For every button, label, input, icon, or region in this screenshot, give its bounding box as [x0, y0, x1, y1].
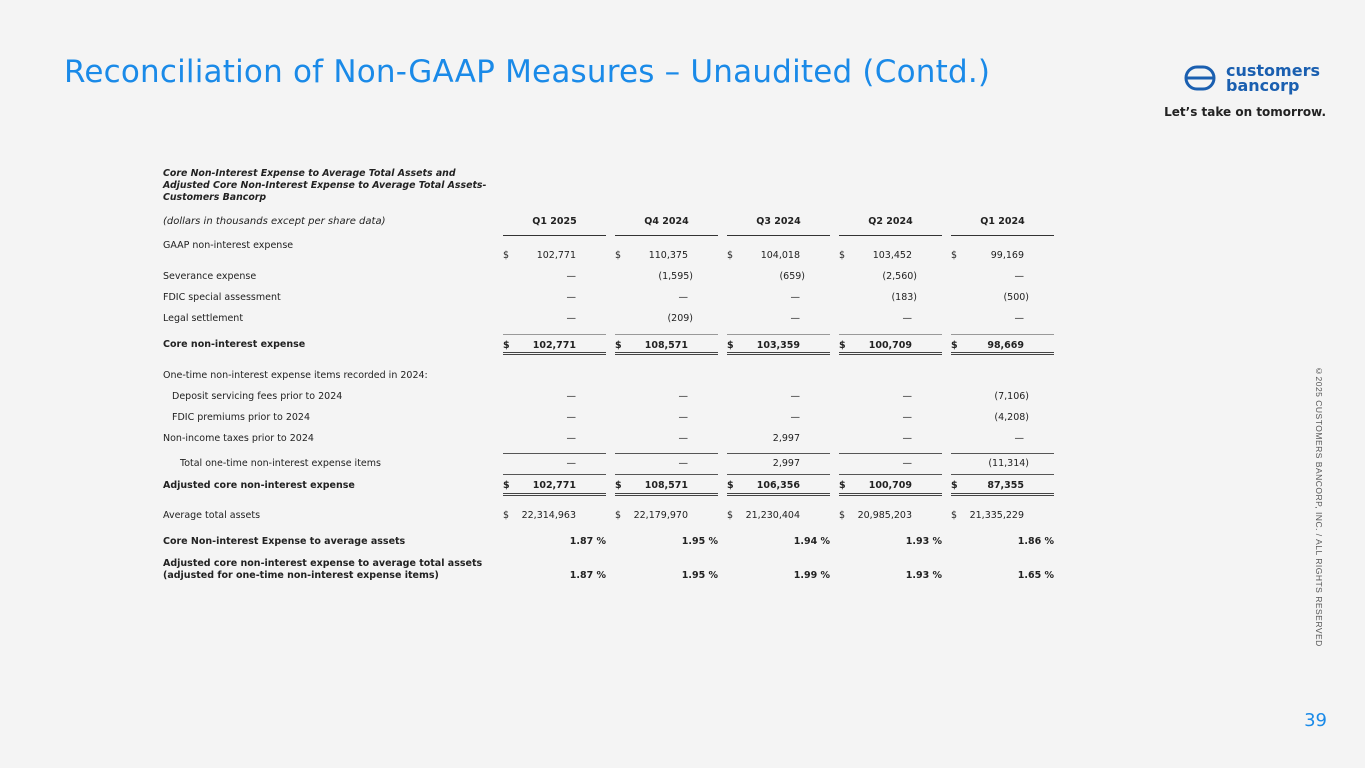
cell-value: —	[902, 412, 912, 423]
table-row-total	[163, 334, 1055, 355]
table-row	[163, 510, 1055, 531]
currency-symbol: $	[839, 250, 846, 261]
cell-value: 22,314,963	[521, 510, 576, 521]
currency-symbol: $	[727, 340, 734, 351]
currency-symbol: $	[839, 480, 846, 491]
cell-value: —	[1014, 313, 1024, 324]
table-row	[163, 240, 1055, 271]
cell-value: 98,669	[987, 340, 1024, 351]
currency-symbol: $	[503, 250, 510, 261]
currency-symbol: $	[503, 510, 510, 521]
cell-value: 1.93 %	[905, 570, 942, 581]
logo-line2: bancorp	[1226, 76, 1300, 95]
slide-title: Reconciliation of Non-GAAP Measures – Unaudited (Contd.)	[64, 54, 991, 90]
table-row	[163, 391, 1055, 412]
currency-symbol: $	[839, 340, 846, 351]
logo-line1: customers	[1226, 61, 1320, 80]
cell-value: 108,571	[644, 340, 688, 351]
column-header: Q1 2024	[951, 216, 1054, 236]
cell-value: (209)	[667, 313, 693, 324]
cell-value: 103,452	[872, 250, 912, 261]
row-label: Legal settlement	[163, 313, 244, 324]
cell-value: (7,106)	[994, 391, 1029, 402]
customers-bancorp-logo-icon	[1184, 62, 1216, 94]
cell-value: —	[566, 391, 576, 402]
currency-symbol: $	[951, 480, 958, 491]
currency-symbol: $	[951, 340, 958, 351]
cell-value: 2,997	[772, 458, 800, 469]
cell-value: 100,709	[868, 340, 912, 351]
cell-value: 104,018	[760, 250, 800, 261]
table-row	[163, 558, 1055, 586]
cell-value: —	[566, 271, 576, 282]
cell-value: 100,709	[868, 480, 912, 491]
currency-symbol: $	[839, 510, 846, 521]
currency-symbol: $	[615, 510, 622, 521]
cell-value: 21,230,404	[745, 510, 800, 521]
row-label: FDIC special assessment	[163, 292, 281, 303]
table-row-subtotal	[163, 454, 1055, 475]
cell-value: —	[902, 313, 912, 324]
cell-value: 1.65 %	[1017, 570, 1054, 581]
row-label: Adjusted core non-interest expense to average total assets	[163, 558, 483, 569]
column-header: Q2 2024	[839, 216, 942, 236]
currency-symbol: $	[951, 510, 958, 521]
column-header: Q4 2024	[615, 216, 718, 236]
cell-value: —	[566, 313, 576, 324]
cell-value: 1.87 %	[569, 536, 606, 547]
cell-value: 106,356	[756, 480, 800, 491]
table-row	[163, 313, 1055, 334]
cell-value: 102,771	[532, 480, 576, 491]
cell-value: 102,771	[536, 250, 576, 261]
cell-value: 1.95 %	[681, 536, 718, 547]
cell-value: 108,571	[644, 480, 688, 491]
cell-value: —	[790, 313, 800, 324]
cell-value: 2,997	[772, 433, 800, 444]
cell-value: —	[678, 412, 688, 423]
cell-value: 1.94 %	[793, 536, 830, 547]
cell-value: 102,771	[532, 340, 576, 351]
cell-value: 1.95 %	[681, 570, 718, 581]
cell-value: 1.87 %	[569, 570, 606, 581]
row-label: One-time non-interest expense items recorded in 2024:	[163, 370, 428, 381]
table-row	[163, 536, 1055, 557]
cell-value: 103,359	[756, 340, 800, 351]
cell-value: (183)	[891, 292, 917, 303]
table-row-section	[163, 370, 1055, 391]
cell-value: (11,314)	[988, 458, 1029, 469]
cell-value: (4,208)	[994, 412, 1029, 423]
currency-symbol: $	[503, 340, 510, 351]
cell-value: (1,595)	[658, 271, 693, 282]
cell-value: 20,985,203	[857, 510, 912, 521]
cell-value: 1.86 %	[1017, 536, 1054, 547]
currency-symbol: $	[727, 480, 734, 491]
copyright-notice: ©2025 CUSTOMERS BANCORP, INC. / ALL RIGHTS RESERVED	[1314, 366, 1324, 647]
column-header: Q1 2025	[503, 216, 606, 236]
row-label: GAAP non-interest expense	[163, 240, 294, 251]
currency-symbol: $	[951, 250, 958, 261]
cell-value: —	[1014, 271, 1024, 282]
currency-symbol: $	[503, 480, 510, 491]
cell-value: —	[678, 292, 688, 303]
table-row-total	[163, 475, 1055, 496]
cell-value: —	[790, 292, 800, 303]
units-label: (dollars in thousands except per share data)	[163, 216, 386, 227]
cell-value: —	[566, 433, 576, 444]
row-label: Total one-time non-interest expense items	[180, 458, 381, 469]
cell-value: (500)	[1003, 292, 1029, 303]
row-label: Core non-interest expense	[163, 339, 306, 350]
currency-symbol: $	[615, 250, 622, 261]
row-label: FDIC premiums prior to 2024	[172, 412, 310, 423]
table-header	[163, 216, 1055, 236]
reconciliation-table	[163, 168, 1055, 586]
cell-value: —	[566, 458, 576, 469]
cell-value: —	[1014, 433, 1024, 444]
page-number: 39	[1304, 710, 1327, 731]
row-label: Severance expense	[163, 271, 257, 282]
row-label: Core Non-interest Expense to average assets	[163, 536, 406, 547]
cell-value: —	[902, 433, 912, 444]
cell-value: —	[678, 458, 688, 469]
row-label: Non-income taxes prior to 2024	[163, 433, 314, 444]
currency-symbol: $	[727, 510, 734, 521]
cell-value: —	[790, 391, 800, 402]
row-label: Deposit servicing fees prior to 2024	[172, 391, 343, 402]
cell-value: —	[566, 412, 576, 423]
cell-value: 99,169	[990, 250, 1024, 261]
tagline: Let’s take on tomorrow.	[1164, 105, 1326, 119]
row-label-continued: (adjusted for one-time non-interest expense items)	[163, 570, 439, 581]
cell-value: 1.99 %	[793, 570, 830, 581]
cell-value: —	[902, 391, 912, 402]
row-label: Adjusted core non-interest expense	[163, 480, 355, 491]
cell-value: —	[790, 412, 800, 423]
cell-value: 22,179,970	[633, 510, 688, 521]
cell-value: 21,335,229	[969, 510, 1024, 521]
table-row	[163, 412, 1055, 433]
cell-value: (2,560)	[882, 271, 917, 282]
table-row	[163, 271, 1055, 292]
cell-value: (659)	[779, 271, 805, 282]
cell-value: —	[678, 391, 688, 402]
table-row	[163, 433, 1055, 454]
column-header: Q3 2024	[727, 216, 830, 236]
row-label: Average total assets	[163, 510, 261, 521]
cell-value: 1.93 %	[905, 536, 942, 547]
currency-symbol: $	[615, 480, 622, 491]
cell-value: 110,375	[648, 250, 688, 261]
company-logo	[1184, 62, 1320, 94]
table-title: Core Non-Interest Expense to Average Total Assets and Adjusted Core Non-Interest Expense to Average Total Assets- Customers Bancorp	[163, 168, 487, 203]
currency-symbol: $	[727, 250, 734, 261]
cell-value: 87,355	[987, 480, 1024, 491]
cell-value: —	[566, 292, 576, 303]
cell-value: —	[902, 458, 912, 469]
cell-value: —	[678, 433, 688, 444]
table-row	[163, 292, 1055, 313]
currency-symbol: $	[615, 340, 622, 351]
